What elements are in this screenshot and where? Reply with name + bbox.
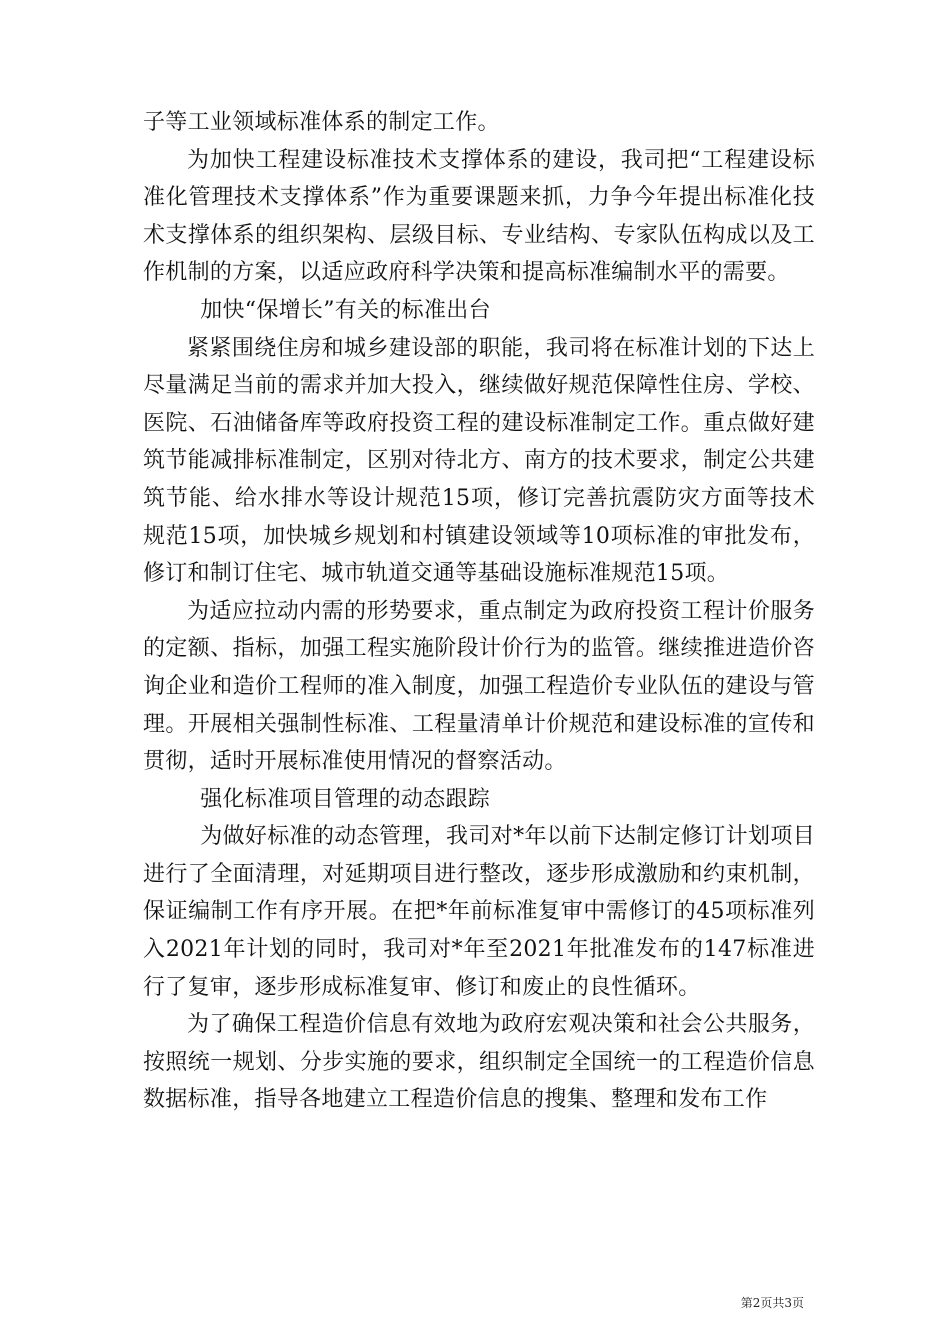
page-number: 第2页共3页: [740, 1296, 804, 1310]
paragraph: 子等工业领域标准体系的制定工作。: [143, 110, 500, 135]
section-heading: 加快“保增长”有关的标准出台: [200, 297, 491, 323]
section-heading: 强化标准项目管理的动态跟踪: [200, 786, 491, 812]
paragraph: 为了确保工程造价信息有效地为政府宏观决策和社会公共服务，按照统一规划、分步实施的要求，组织制定全国统一的工程造价信息数据标准，指导各地建立工程造价信息的搜集、整理和发布工作: [143, 1012, 815, 1113]
paragraph: 为做好标准的动态管理，我司对*年以前下达制定修订计划项目进行了全面清理，对延期项目进行整改，逐步形成激励和约束机制，保证编制工作有序开展。在把*年前标准复审中需修订的45项标准列入2021年计划的同时，我司对*年至2021年批准发布的147标准进行了复审，逐步形成标准复审、修订和废止的良性循环。: [143, 824, 815, 1000]
document-body: [143, 104, 815, 1119]
paragraph: 为加快工程建设标准技术支撑体系的建设，我司把“工程建设标准化管理技术支撑体系”作为重要课题来抓，力争今年提出标准化技术支撑体系的组织架构、层级目标、专业结构、专家队伍构成以及工作机制的方案，以适应政府科学决策和提高标准编制水平的需要。: [143, 147, 815, 286]
paragraph: 紧紧围绕住房和城乡建设部的职能，我司将在标准计划的下达上尽量满足当前的需求并加大投入，继续做好规范保障性住房、学校、医院、石油储备库等政府投资工程的建设标准制定工作。重点做好建筑节能减排标准制定，区别对待北方、南方的技术要求，制定公共建筑节能、给水排水等设计规范15项，修订完善抗震防灾方面等技术规范15项，加快城乡规划和村镇建设领域等10项标准的审批发布，修订和制订住宅、城市轨道交通等基础设施标准规范15项。: [143, 335, 815, 587]
paragraph: 为适应拉动内需的形势要求，重点制定为政府投资工程计价服务的定额、指标，加强工程实施阶段计价行为的监管。继续推进造价咨询企业和造价工程师的准入制度，加强工程造价专业队伍的建设与管理。开展相关强制性标准、工程量清单计价规范和建设标准的宣传和贯彻，适时开展标准使用情况的督察活动。: [143, 598, 815, 775]
